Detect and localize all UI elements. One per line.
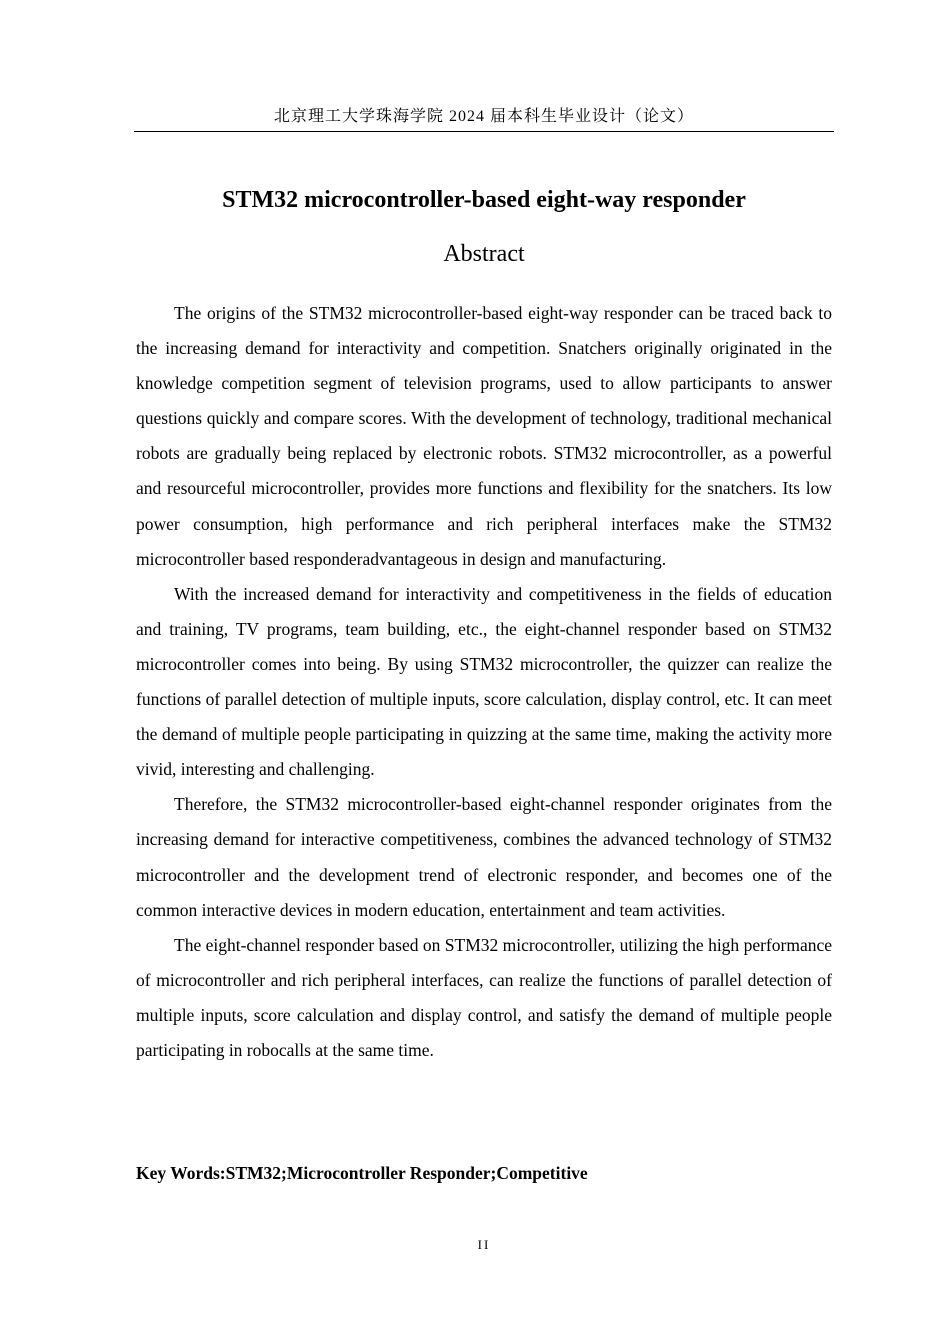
abstract-paragraph: Therefore, the STM32 microcontroller-based eight-channel responder originates from the increasing demand for interactive competitiveness, combines the advanced technology of STM32 microcontroller and the development trend of electronic responder, and becomes one of the common interactive devices in modern education, entertainment and team activities. xyxy=(136,794,832,920)
abstract-paragraph: The eight-channel responder based on STM32 microcontroller, utilizing the high performance of microcontroller and rich peripheral interfaces, can realize the functions of parallel detection of multiple inputs, score calculation and display control, and satisfy the demand of multiple people participating in robocalls at the same time. xyxy=(136,934,832,1060)
document-title: STM32 microcontroller-based eight-way responder xyxy=(222,187,746,213)
abstract-paragraph: With the increased demand for interactivity and competitiveness in the fields of education and training, TV programs, team building, etc., the eight-channel responder based on STM32 microcontroller comes into being. By using STM32 microcontroller, the quizzer can realize the functions of parallel detection of multiple inputs, score calculation, display control, etc. It can meet the demand of multiple people participating in quizzing at the same time, making the activity more vivid, interesting and challenging. xyxy=(136,583,832,780)
abstract-heading: Abstract xyxy=(443,241,525,267)
header-rule xyxy=(134,131,834,132)
abstract-body xyxy=(136,296,832,1068)
running-header: 北京理工大学珠海学院 2024 届本科生毕业设计（论文） xyxy=(273,108,694,125)
abstract-paragraph: The origins of the STM32 microcontroller-based eight-way responder can be traced back to the increasing demand for interactivity and competition. Snatchers originally originated in the knowledge competition segment of television programs, used to allow participants to answer questions quickly and compare scores. With the development of technology, traditional mechanical robots are gradually being replaced by electronic robots. STM32 microcontroller, as a powerful and resourceful microcontroller, provides more functions and flexibility for the snatchers. Its low power consumption, high performance and rich peripheral interfaces make the STM32 microcontroller based responderadvantageous in design and manufacturing. xyxy=(136,303,832,569)
keywords-line: Key Words:STM32;Microcontroller Responder;Competitive xyxy=(136,1163,588,1183)
page-number: II xyxy=(477,1237,491,1252)
